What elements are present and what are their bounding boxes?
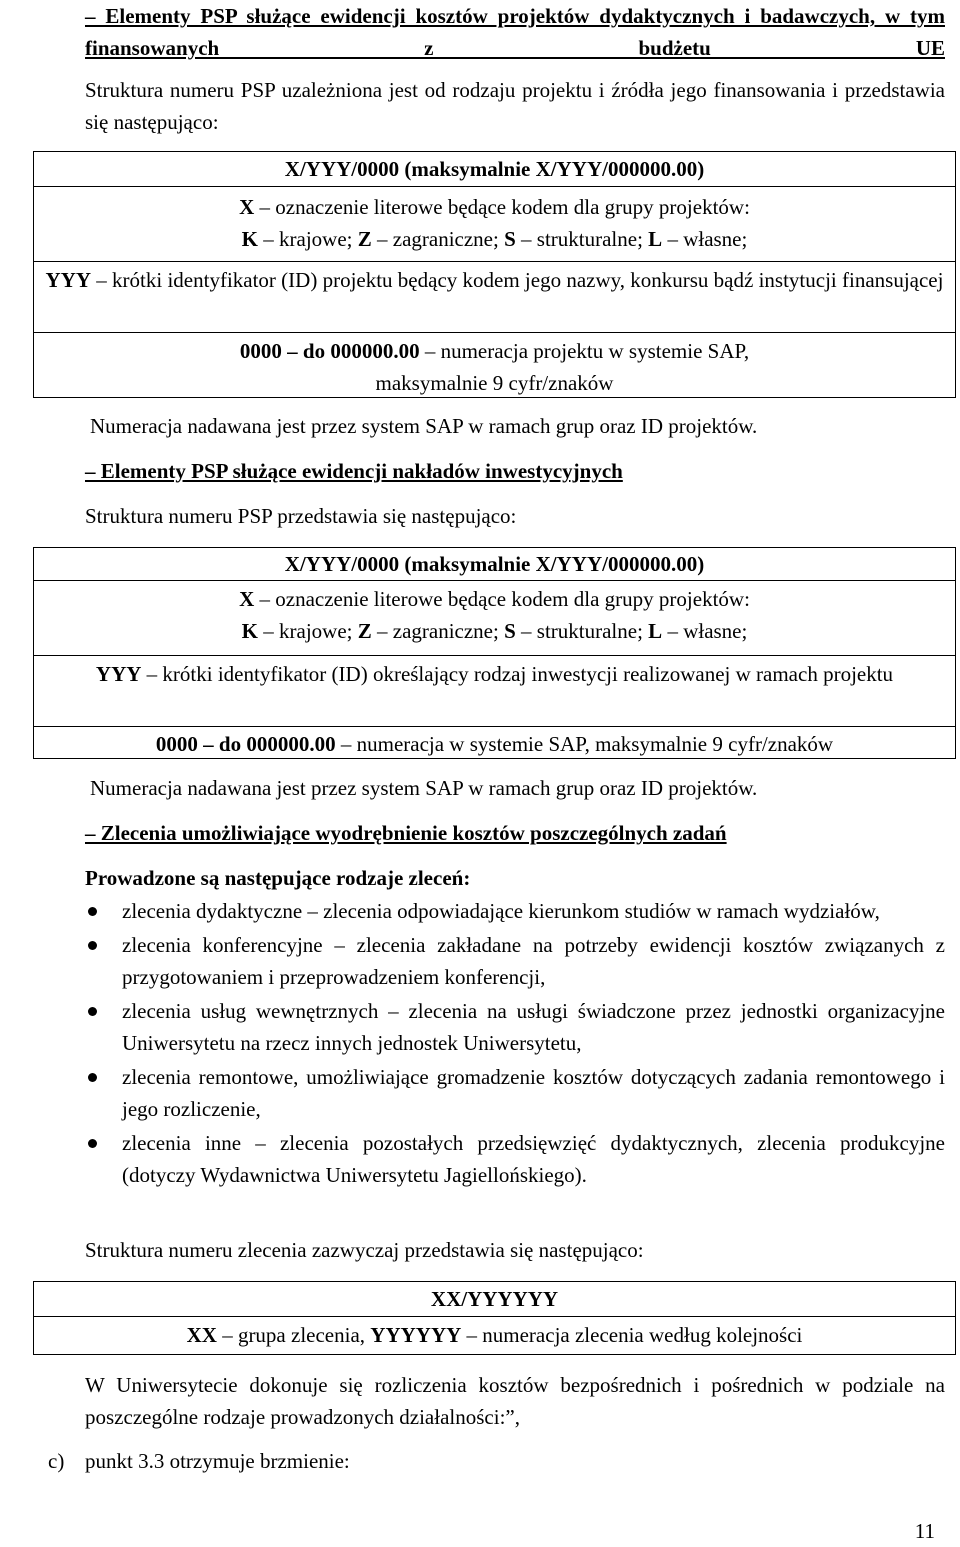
s-desc: – strukturalne;	[521, 619, 643, 643]
item-c-text: punkt 3.3 otrzymuje brzmienie:	[85, 1449, 350, 1473]
k-desc: – krajowe;	[263, 619, 353, 643]
list-item	[85, 895, 945, 927]
structure-intro: Struktura numeru zlecenia zazwyczaj przedstawia się następująco:	[85, 1238, 644, 1262]
bullet-icon	[88, 941, 97, 950]
yyy-row	[34, 655, 955, 726]
number-desc: – numeracja w systemie SAP, maksymalnie 9 cyfr/znaków	[340, 732, 834, 756]
list-item	[85, 1127, 945, 1191]
x-desc: – oznaczenie literowe będące kodem dla grupy projektów:	[259, 195, 750, 219]
s-code: S	[504, 619, 516, 643]
order-types-list	[85, 895, 945, 1193]
l-code: L	[648, 227, 663, 251]
list-item	[85, 995, 945, 1059]
x-row	[34, 580, 955, 655]
bullet-icon	[88, 1139, 97, 1148]
order-types-heading: Prowadzone są następujące rodzaje zleceń:	[85, 866, 471, 890]
z-desc: – zagraniczne;	[377, 619, 499, 643]
list-item	[85, 929, 945, 993]
l-code: L	[648, 619, 663, 643]
yyy-code: YYY	[45, 268, 92, 292]
format-text: X/YYY/0000 (maksymalnie X/YYY/000000.00)	[284, 157, 705, 181]
psp-investment-table	[33, 547, 956, 759]
section-heading: – Elementy PSP służące ewidencji nakładów inwestycyjnych	[85, 459, 623, 483]
list-item-text: zlecenia dydaktyczne – zlecenia odpowiadające kierunkom studiów w ramach wydziałów,	[122, 899, 880, 923]
order-structure-table	[33, 1281, 956, 1355]
k-code: K	[241, 227, 258, 251]
psp-structure-table	[33, 151, 956, 398]
x-code: X	[239, 587, 255, 611]
list-item	[85, 1061, 945, 1125]
section-heading: – Zlecenia umożliwiające wyodrębnienie kosztów poszczególnych zadań	[85, 821, 727, 845]
xx-desc: – grupa zlecenia,	[222, 1323, 366, 1347]
xx-code: XX	[186, 1323, 217, 1347]
yyy-row	[34, 261, 955, 332]
yy-desc: – numeracja zlecenia według kolejności	[466, 1323, 803, 1347]
z-code: Z	[357, 619, 372, 643]
item-c-label: c)	[48, 1449, 65, 1473]
number-row	[34, 726, 955, 761]
number-desc-2: maksymalnie 9 cyfr/znaków	[375, 371, 614, 395]
yy-code: YYYYYY	[370, 1323, 462, 1347]
l-desc: – własne;	[667, 619, 748, 643]
list-item-text: zlecenia inne – zlecenia pozostałych przedsięwzięć dydaktycznych, zlecenia produkcyjne (dotyczy Wydawnictwa Uniwersytetu Jagiellońskiego).	[122, 1131, 945, 1187]
format-text: X/YYY/0000 (maksymalnie X/YYY/000000.00)	[284, 552, 705, 576]
s-desc: – strukturalne;	[521, 227, 643, 251]
format-text: XX/YYYYYY	[430, 1287, 559, 1311]
l-desc: – własne;	[667, 227, 748, 251]
z-desc: – zagraniczne;	[377, 227, 499, 251]
format-row	[34, 1282, 955, 1316]
number-code: 0000 – do 000000.00	[155, 732, 336, 756]
section-intro: Struktura numeru PSP przedstawia się następująco:	[85, 504, 517, 528]
s-code: S	[504, 227, 516, 251]
x-row	[34, 186, 955, 261]
numbering-note: Numeracja nadawana jest przez system SAP w ramach grup oraz ID projektów.	[90, 776, 758, 800]
code-row	[34, 1316, 955, 1355]
x-desc: – oznaczenie literowe będące kodem dla grupy projektów:	[259, 587, 750, 611]
section-heading: – Elementy PSP służące ewidencji kosztów projektów dydaktycznych i badawczych, w tym finansowanych z budżetu UE	[85, 4, 945, 60]
bullet-icon	[88, 907, 97, 916]
closing-paragraph: W Uniwersytecie dokonuje się rozliczenia kosztów bezpośrednich i pośrednich w podziale na poszczególne rodzaje prowadzonych działalności:”,	[85, 1373, 945, 1429]
format-row	[34, 548, 955, 580]
numbering-note: Numeracja nadawana jest przez system SAP w ramach grup oraz ID projektów.	[90, 414, 758, 438]
list-item-text: zlecenia remontowe, umożliwiające gromadzenie kosztów dotyczących zadania remontowego i jego rozliczenie,	[122, 1065, 945, 1121]
section-intro: Struktura numeru PSP uzależniona jest od rodzaju projektu i źródła jego finansowania i przedstawia się następująco:	[85, 78, 945, 134]
yyy-code: YYY	[95, 662, 142, 686]
format-row	[34, 152, 955, 186]
page-number: 11	[914, 1519, 935, 1543]
list-item-text: zlecenia konferencyjne – zlecenia zakładane na potrzeby ewidencji kosztów związanych z przygotowaniem i przeprowadzeniem konferencji,	[122, 933, 945, 989]
x-code: X	[239, 195, 255, 219]
bullet-icon	[88, 1007, 97, 1016]
k-desc: – krajowe;	[263, 227, 353, 251]
yyy-desc: – krótki identyfikator (ID) projektu będący kodem jego nazwy, konkursu bądź instytucji finansującej	[96, 268, 944, 292]
list-item-text: zlecenia usług wewnętrznych – zlecenia na usługi świadczone przez jednostki organizacyjne Uniwersytetu na rzecz innych jednostek Uniwersytetu,	[122, 999, 945, 1055]
number-row	[34, 332, 955, 401]
number-code: 0000 – do 000000.00	[239, 339, 420, 363]
yyy-desc: – krótki identyfikator (ID) określający rodzaj inwestycji realizowanej w ramach projektu	[146, 662, 894, 686]
number-desc: – numeracja projektu w systemie SAP,	[424, 339, 750, 363]
z-code: Z	[357, 227, 372, 251]
bullet-icon	[88, 1073, 97, 1082]
k-code: K	[241, 619, 258, 643]
